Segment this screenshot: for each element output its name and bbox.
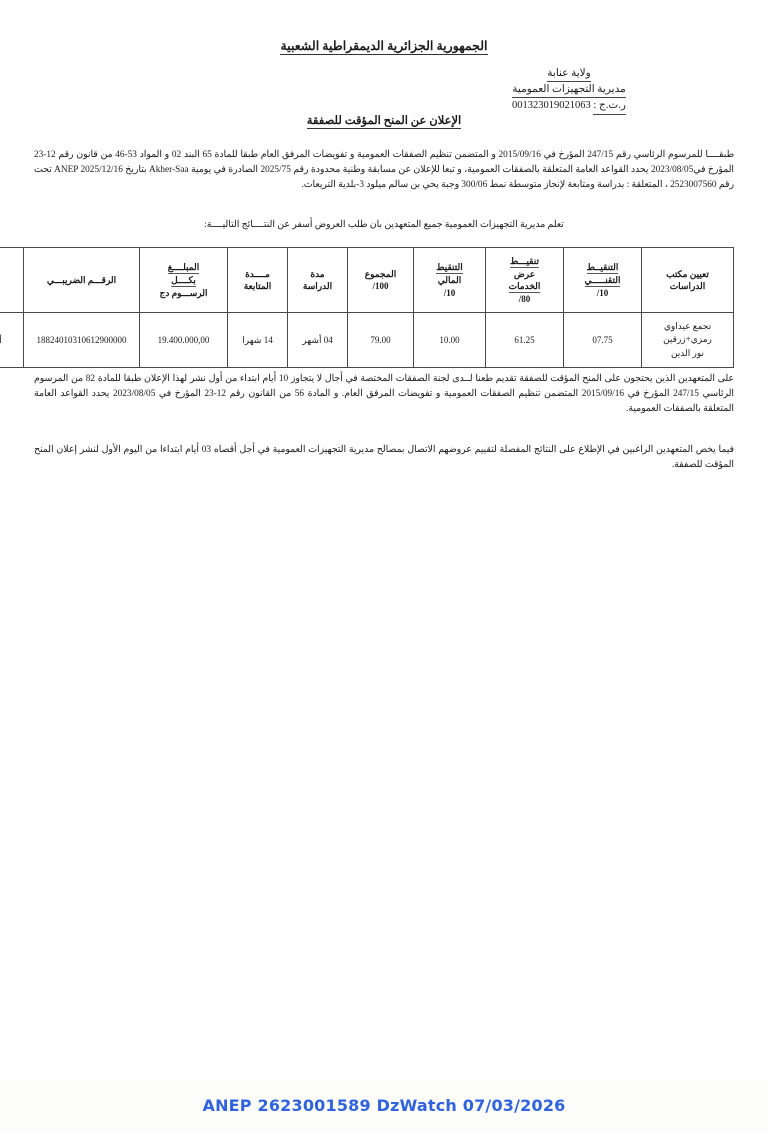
results-table <box>0 247 734 368</box>
header-total-score: المجموع 100/ <box>348 248 414 313</box>
results-lead-in: تعلم مديرية التجهيزات العمومية جميع المتعهدين بان طلب العروض أسفر عن النتــــائج التاليــــة: <box>204 220 564 230</box>
page-title-text: الإعلان عن المنح المؤقت للصفقة <box>306 115 462 127</box>
consultation-paragraph: فيما يخص المتعهدين الراغبين في الإطلاع على النتائج المفصلة لتقييم عروضهم الاتصال بمصالح مديرية التجهيزات العمومية في أجل أقصاه 03 أيام ابتداءا من اليوم الأول لنشر إعلان المنح المؤقت للصفقة. <box>34 445 734 471</box>
anep-footer: ANEP 2623001589 DzWatch 07/03/2026 <box>202 1096 566 1115</box>
appeal-paragraph: على المتعهدين الذين يحتجون على المنح المؤقت للصفقة تقديم طعنا لــدى لجنة الصفقات المختصة في أجال لا يتجاوز 10 أيام ابتداء من أول نشر لهذا الإعلان طبقا للمادة 82 من المرسوم الرئاسي 247/15 المؤرخ في 2015/09/16 المتضمن تنظيم الصفقات العمومية و تفويضات المرفق العام. و المادة 56 من القانون رقم 12-23 المؤرخ في 2023/08/05 يحدد القواعد العامة المتعلقة بالصفقات العمومية. <box>34 374 734 415</box>
republic-header-text: الجمهورية الجزائرية الديمقراطية الشعبية <box>280 39 488 53</box>
cell-tax-number: 18824010310612900000 <box>24 313 140 368</box>
cell-remark <box>0 313 24 368</box>
header-tax-number: الرقـــم الضريبـــي <box>24 248 140 313</box>
table-row <box>0 313 734 368</box>
cell-total-score: 79.00 <box>348 313 414 368</box>
intro-paragraph: طبقــــا للمرسوم الرئاسي رقم 247/15 المؤرخ في 2015/09/16 و المتضمن تنظيم الصفقات العمومية و تفويضات المرفق العام طبقا للمادة 65 البند 02 و المواد 53-46 من قانون رقم 12-23 المؤرخ في2023/08/05 يحدد القواعد العامة المتعلقة بالصفقات العمومية، و تبعا للإعلان عن مسابقة وطنية محدودة رقم 2025/75 الصادرة في يومية Akher-Saa بتاريخ ANEP 2025/12/16 تحت رقم 2523007560 ، المتعلقة : بدراسة ومتابعة لإنجاز متوسطة نمط 300/06 وجبة يحي بن سالم ميلود 3-بلدية التريعات. <box>34 150 734 191</box>
cell-office: تجمع عيداوي رمزي+زرقين نور الدين <box>642 313 734 368</box>
results-table-wrapper <box>34 247 734 368</box>
header-remark <box>0 248 24 313</box>
header-follow-duration: مــــدة المتابعة <box>228 248 288 313</box>
header-office: تعيين مكتب الدراسات <box>642 248 734 313</box>
header-amount: المبلــــغ بكــــل الرســـوم دج <box>140 248 228 313</box>
header-technical-score: التنقيــط التقنـــــي 10/ <box>564 248 642 313</box>
cell-follow-duration: 14 شهرا <box>228 313 288 368</box>
cell-service-score: 61.25 <box>486 313 564 368</box>
cell-financial-score: 10.00 <box>414 313 486 368</box>
republic-header <box>0 38 768 54</box>
cell-study-duration: 04 أشهر <box>288 313 348 368</box>
registry-label: ر.ت.ج : <box>593 98 626 114</box>
table-header-row <box>0 248 734 313</box>
wilaya-name: ولاية عنابة <box>404 66 734 82</box>
header-study-duration: مدة الدراسة <box>288 248 348 313</box>
header-financial-score: التنقيط المالي 10/ <box>414 248 486 313</box>
page-title <box>0 113 768 127</box>
registry-number: 001323019021063 <box>512 100 591 112</box>
issuer-block <box>404 66 734 115</box>
directorate-name: مديرية التجهيزات العمومية <box>404 82 734 98</box>
cell-technical-score: 07.75 <box>564 313 642 368</box>
cell-amount: 19.400.000,00 <box>140 313 228 368</box>
header-service-score: تنقيـــط عرض الخدمات 80/ <box>486 248 564 313</box>
